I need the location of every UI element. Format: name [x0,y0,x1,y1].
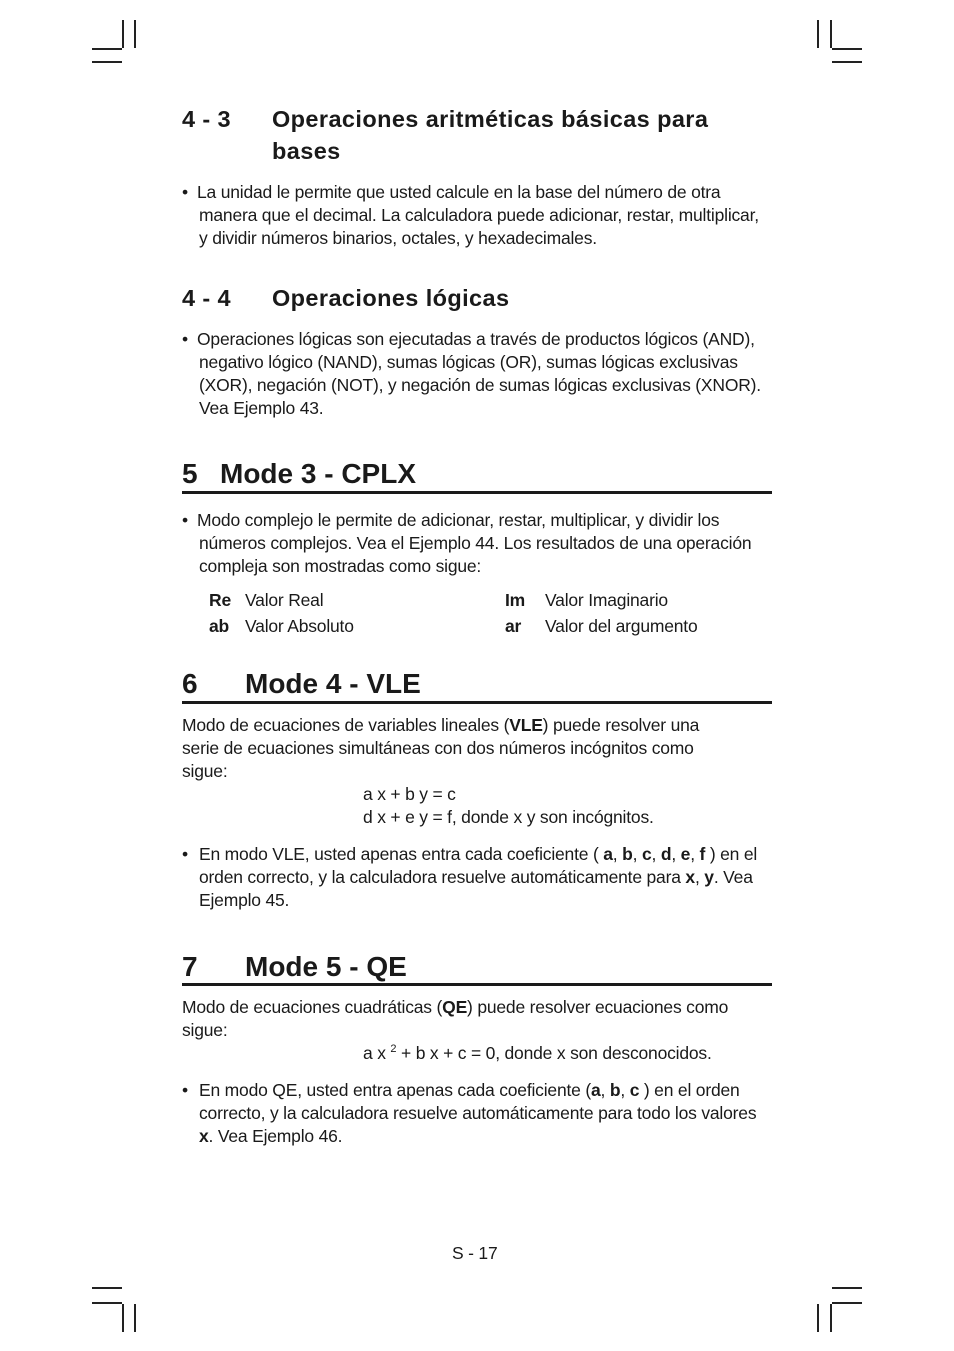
page-number: S - 17 [452,1243,498,1263]
text-line: Ejemplo 45. [199,890,290,910]
chapter-rule [182,491,772,494]
text-line: negativo lógico (NAND), sumas lógicas (OR), sumas lógicas exclusivas [199,352,738,372]
chapter-title: Mode 3 - CPLX [220,458,417,489]
text-line: x. Vea Ejemplo 46. [199,1126,343,1146]
text-line: manera que el decimal. La calculadora puede adicionar, restar, multiplicar, [199,205,759,225]
text-line: serie de ecuaciones simultáneas con dos números incógnitos como [182,738,694,758]
intro-paragraph [182,714,772,783]
text-line: Modo de ecuaciones cuadráticas (QE) puede resolver ecuaciones como [182,997,729,1017]
def-code: Re [209,590,231,610]
text-line: (XOR), negación (NOT), y negación de sumas lógicas exclusivas (XNOR). [199,375,761,395]
text-line: sigue: [182,761,228,781]
text-line: compleja son mostradas como sigue: [199,556,482,576]
text-line: La unidad le permite que usted calcule en la base del número de otra [197,182,721,202]
section-title: Operaciones aritméticas básicas para [272,106,709,132]
bullet-paragraph [199,1079,774,1148]
text-line: Modo complejo le permite de adicionar, restar, multiplicar, y dividir los [197,510,720,530]
def-label: Valor Absoluto [245,616,354,636]
text-line: Vea Ejemplo 43. [199,398,324,418]
section-title: Operaciones lógicas [272,285,510,311]
chapter-rule [182,701,772,704]
bullet-mark: • [182,329,188,349]
equation-line: a x + b y = c [363,784,456,804]
text-line: En modo VLE, usted apenas entra cada coeficiente ( a, b, c, d, e, f ) en el [199,844,758,864]
chapter-rule [182,983,772,986]
intro-paragraph [182,996,772,1042]
def-label: Valor Imaginario [545,590,668,610]
def-code: ab [209,616,230,636]
text-line: y dividir números binarios, octales, y hexadecimales. [199,228,597,248]
equation-line: a x $^2$ + b x + c = 0, donde x son desconocidos. [363,1043,712,1063]
section-number: 4 - 4 [182,285,232,311]
chapter-title: Mode 4 - VLE [245,668,421,699]
bullet-mark: • [182,182,188,202]
bullet-paragraph [199,181,774,250]
chapter-title: Mode 5 - QE [245,951,407,982]
text-line: Operaciones lógicas son ejecutadas a través de productos lógicos (AND), [197,329,755,349]
bullet-mark: • [182,1080,188,1100]
bullet-paragraph [199,843,774,912]
text-line: sigue: [182,1020,228,1040]
def-code: ar [505,616,522,636]
def-label: Valor Real [245,590,324,610]
section-number: 4 - 3 [182,106,232,132]
text-line: correcto, y la calculadora resuelve automáticamente para todo los valores [199,1103,757,1123]
bullet-mark: • [182,844,188,864]
def-code: Im [505,590,526,610]
section-title-continued: bases [272,138,341,164]
bullet-paragraph [199,509,774,578]
bullet-mark: • [182,510,188,530]
text-line: orden correcto, y la calculadora resuelve automáticamente para x, y. Vea [199,867,753,887]
bullet-paragraph [199,328,774,420]
chapter-number: 5 [182,458,198,489]
chapter-number: 6 [182,668,198,699]
equation-line: d x + e y = f, donde x y son incógnitos. [363,807,654,827]
chapter-number: 7 [182,951,198,982]
text-line: números complejos. Vea el Ejemplo 44. Los resultados de una operación [199,533,752,553]
def-label: Valor del argumento [545,616,698,636]
text-line: Modo de ecuaciones de variables lineales (VLE) puede resolver una [182,715,700,735]
text-line: En modo QE, usted entra apenas cada coeficiente (a, b, c ) en el orden [199,1080,740,1100]
